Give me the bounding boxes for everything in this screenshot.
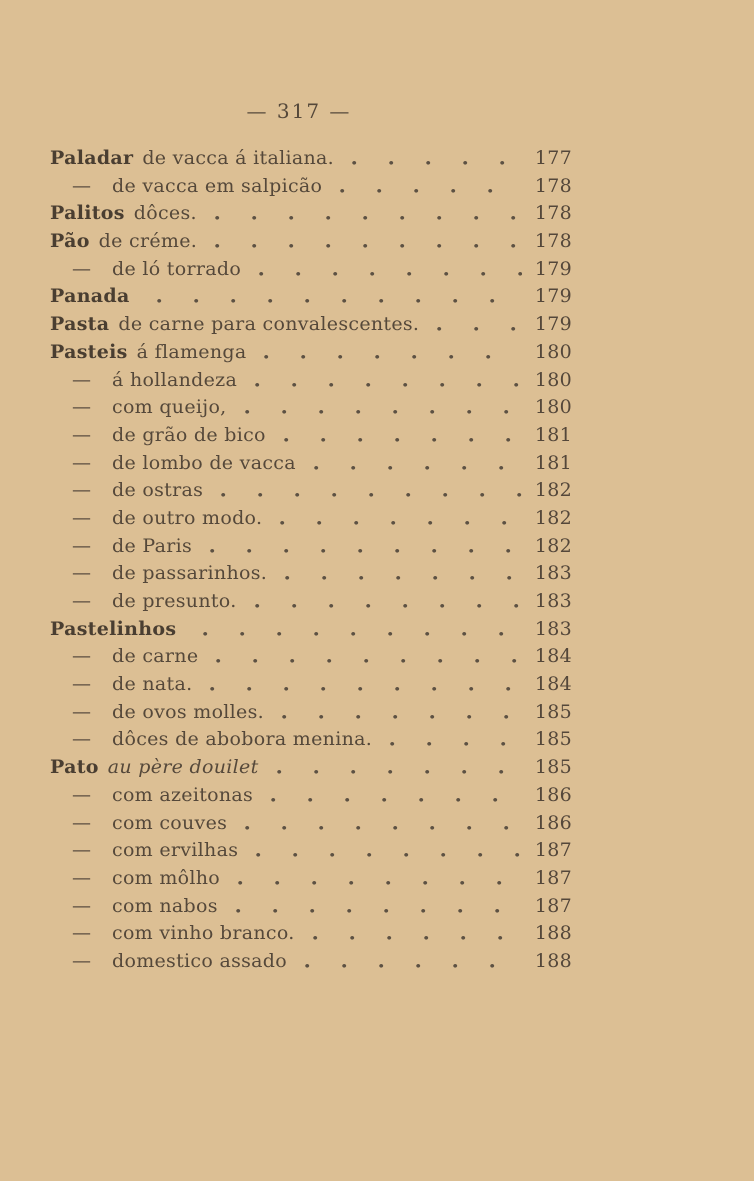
toc-entry	[50, 477, 572, 505]
dot-leader	[248, 837, 522, 865]
toc-entry	[50, 754, 572, 782]
entry-title: de vacca á italiana.	[142, 147, 334, 169]
dot-leader	[263, 782, 522, 810]
toc-entry	[50, 837, 572, 865]
entry-page-number: 181	[534, 451, 572, 474]
entry-page-number: 182	[534, 479, 572, 502]
toc-entry	[50, 948, 572, 976]
entry-title: au père douilet	[107, 756, 259, 779]
dot-leader	[305, 920, 522, 948]
entry-page-number: 179	[534, 313, 572, 336]
entry-title: com môlho	[112, 866, 221, 889]
entry-headword: Pato	[50, 756, 99, 779]
toc-entry	[50, 339, 572, 367]
entry-page-number: 187	[534, 894, 572, 917]
entry-title: de créme.	[98, 230, 198, 253]
dot-leader	[269, 754, 523, 782]
dot-leader	[247, 588, 522, 616]
toc-entry	[50, 920, 572, 948]
entry-title: de ostras	[112, 479, 204, 502]
toc-entry	[50, 810, 572, 838]
dot-leader	[306, 450, 522, 478]
entry-title: de lombo de vacca	[112, 451, 296, 474]
entry-headword: —	[72, 479, 92, 502]
dot-leader	[228, 893, 522, 921]
dot-leader	[277, 560, 522, 588]
entry-page-number: 183	[534, 562, 572, 585]
entry-headword: —	[72, 894, 92, 917]
toc-entry	[50, 533, 572, 561]
entry-headword: —	[72, 562, 92, 585]
entry-headword: —	[72, 451, 92, 474]
entry-title: de grão de bico	[112, 423, 266, 446]
toc-entry	[50, 588, 572, 616]
entry-headword: —	[72, 590, 92, 612]
entry-headword: —	[72, 700, 92, 723]
toc-entry	[50, 560, 572, 588]
entry-title: de ovos molles.	[112, 700, 264, 723]
entry-headword: —	[72, 783, 92, 806]
entry-page-number: 187	[534, 866, 572, 889]
entry-headword: —	[72, 506, 92, 529]
entry-title: domestico assado	[112, 949, 288, 972]
entry-headword: Pão	[50, 230, 90, 253]
dot-leader	[213, 477, 522, 505]
entry-page-number: 180	[534, 396, 572, 419]
entry-page-number: 177	[534, 147, 572, 169]
entry-page-number: 183	[534, 590, 572, 612]
entry-page-number: 187	[534, 839, 572, 862]
entry-title: de vacca em salpicão	[112, 174, 323, 197]
entry-page-number: 185	[534, 700, 572, 723]
entry-page-number: 181	[534, 423, 572, 446]
dot-leader	[237, 394, 522, 422]
dot-leader	[256, 339, 522, 367]
toc-entry	[50, 173, 572, 201]
toc-entry	[50, 228, 572, 256]
toc-entry	[50, 505, 572, 533]
entry-headword: Pasteis	[50, 340, 128, 363]
toc-entry	[50, 422, 572, 450]
dot-leader	[202, 671, 522, 699]
entry-headword: Paladar	[50, 147, 134, 169]
entry-title: com ervilhas	[112, 839, 239, 862]
entry-page-number: 185	[534, 756, 572, 779]
toc-entry	[50, 450, 572, 478]
toc-entry	[50, 893, 572, 921]
toc-entry	[50, 782, 572, 810]
entry-page-number: 186	[534, 811, 572, 834]
entry-headword: Panada	[50, 285, 130, 308]
entry-headword: —	[72, 368, 92, 391]
entry-headword: —	[72, 423, 92, 446]
entry-headword: —	[72, 396, 92, 419]
entry-page-number: 188	[534, 949, 572, 972]
entry-title: dôces.	[133, 202, 197, 225]
entry-headword: Pastelinhos	[50, 617, 177, 640]
dot-leader	[276, 422, 522, 450]
dot-leader	[207, 228, 522, 256]
toc-entry	[50, 699, 572, 727]
toc-entry	[50, 367, 572, 395]
dot-leader	[207, 200, 522, 228]
entry-page-number: 186	[534, 783, 572, 806]
entry-headword: —	[72, 645, 92, 668]
dot-leader	[247, 367, 522, 395]
page-number-header: — 317 —	[246, 99, 352, 123]
entry-title: de outro modo.	[112, 506, 263, 529]
entry-page-number: 184	[534, 645, 572, 668]
toc-entry	[50, 671, 572, 699]
toc-entry	[50, 643, 572, 671]
toc-entry	[50, 256, 572, 284]
entry-title: de presunto.	[112, 590, 237, 612]
entry-headword: —	[72, 534, 92, 557]
entry-title: de nata.	[112, 673, 193, 696]
entry-headword: —	[72, 174, 92, 197]
dot-leader	[382, 726, 522, 754]
entry-title: de Paris	[112, 534, 193, 557]
dot-leader	[202, 533, 522, 561]
entry-title: com vinho branco.	[112, 922, 295, 945]
entry-headword: —	[72, 866, 92, 889]
toc-entry	[50, 726, 572, 754]
toc-list	[50, 145, 572, 976]
dot-leader	[149, 283, 522, 311]
dot-leader	[237, 810, 522, 838]
entry-headword: —	[72, 949, 92, 972]
entry-page-number: 179	[534, 285, 572, 308]
toc-entry	[50, 394, 572, 422]
entry-title: com azeitonas	[112, 783, 254, 806]
toc-entry	[50, 616, 572, 644]
entry-title: de ló torrado	[112, 257, 242, 280]
entry-title: com couves	[112, 811, 228, 834]
entry-page-number: 180	[534, 368, 572, 391]
toc-entry	[50, 283, 572, 311]
entry-title: á hollandeza	[112, 368, 238, 391]
entry-title: á flamenga	[136, 340, 247, 363]
entry-page-number: 179	[534, 257, 572, 280]
entry-page-number: 178	[534, 230, 572, 253]
toc-entry	[50, 865, 572, 893]
entry-title: de passarinhos.	[112, 562, 268, 585]
entry-title: dôces de abobora menina.	[112, 728, 373, 751]
entry-page-number: 182	[534, 506, 572, 529]
entry-headword: —	[72, 839, 92, 862]
entry-headword: —	[72, 728, 92, 751]
dot-leader	[251, 256, 522, 284]
entry-title: de carne	[112, 645, 199, 668]
toc-entry	[50, 145, 572, 173]
entry-headword: —	[72, 811, 92, 834]
entry-headword: —	[72, 257, 92, 280]
dot-leader	[344, 145, 522, 173]
entry-headword: —	[72, 673, 92, 696]
entry-headword: Pasta	[50, 313, 110, 336]
entry-page-number: 178	[534, 174, 572, 197]
dot-leader	[230, 865, 522, 893]
entry-page-number: 184	[534, 673, 572, 696]
entry-headword: —	[72, 922, 92, 945]
entry-page-number: 185	[534, 728, 572, 751]
entry-page-number: 182	[534, 534, 572, 557]
entry-title: com nabos	[112, 894, 218, 917]
entry-page-number: 178	[534, 202, 572, 225]
entry-page-number: 183	[534, 617, 572, 640]
dot-leader	[332, 173, 522, 201]
dot-leader	[195, 616, 522, 644]
dot-leader	[272, 505, 522, 533]
toc-entry	[50, 200, 572, 228]
dot-leader	[208, 643, 522, 671]
entry-headword: Palitos	[50, 202, 125, 225]
dot-leader	[274, 699, 522, 727]
entry-title: com queijo,	[112, 396, 227, 419]
dot-leader	[429, 311, 522, 339]
entry-page-number: 188	[534, 922, 572, 945]
entry-page-number: 180	[534, 340, 572, 363]
entry-title: de carne para convalescentes.	[118, 313, 420, 336]
dot-leader	[297, 948, 522, 976]
toc-entry	[50, 311, 572, 339]
